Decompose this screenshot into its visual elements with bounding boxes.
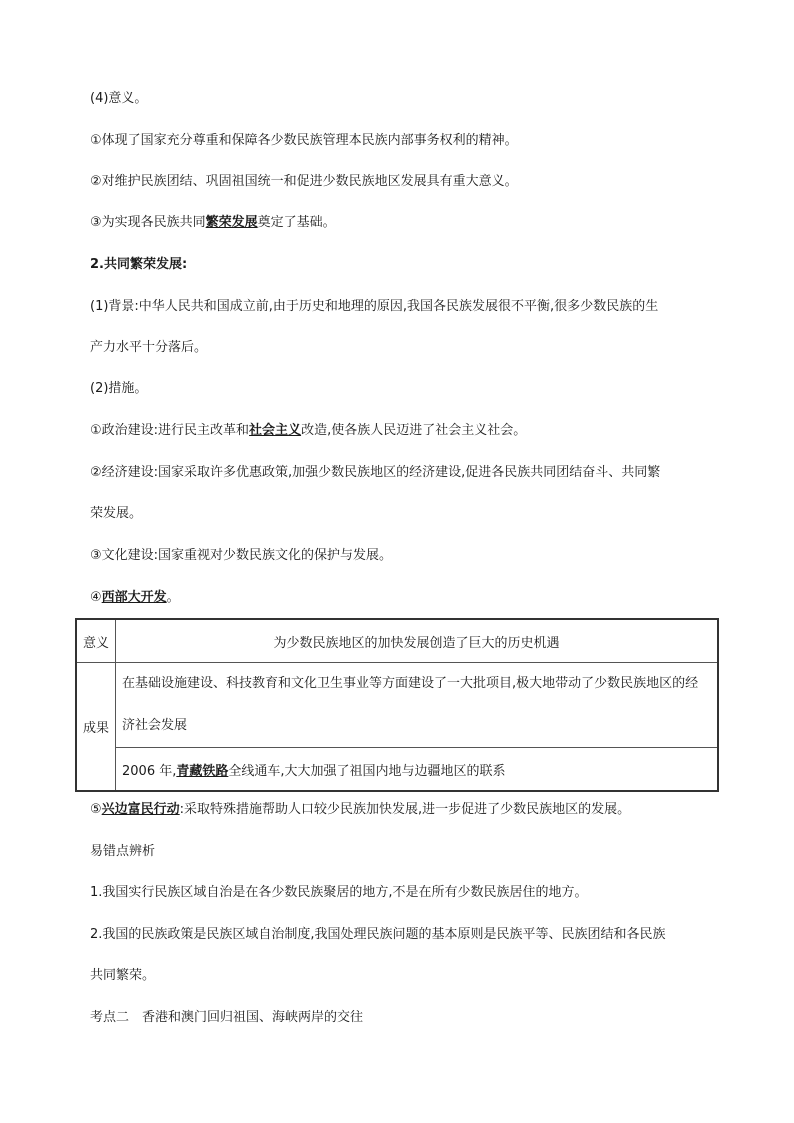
meaning-3-suffix: 奠定了基础。 <box>257 215 336 230</box>
political-suffix: 改造,使各族人民迈进了社会主义社会。 <box>301 423 527 438</box>
measure-west <box>90 588 180 608</box>
west-number: ④ <box>90 590 102 605</box>
meaning-item-3 <box>90 213 336 233</box>
railway-suffix: 全线通车,大大加强了祖国内地与边疆地区的联系 <box>228 763 506 779</box>
measure-economic-line-1: ②经济建设:国家采取许多优惠政策,加强少数民族地区的经济建设,促进各民族共同团结奋斗、共同繁 <box>90 465 661 480</box>
table-cell-meaning: 为少数民族地区的加快发展创造了巨大的历史机遇 <box>116 619 719 663</box>
border-keyword: 兴边富民行动 <box>101 802 180 817</box>
west-development-table <box>75 618 719 792</box>
error-point-2-line-1: 2.我国的民族政策是民族区域自治制度,我国处理民族问题的基本原则是民族平等、民族团结和各民族 <box>90 927 666 942</box>
railway-keyword: 青藏铁路 <box>176 763 229 779</box>
error-point-2-line-2: 共同繁荣。 <box>90 968 156 983</box>
table-head-meaning: 意义 <box>76 619 116 663</box>
next-topic-heading: 考点二 香港和澳门回归祖国、海峡两岸的交往 <box>90 1010 364 1025</box>
measure-economic-line-2: 荣发展。 <box>90 506 143 521</box>
measure-political <box>90 421 526 441</box>
border-number: ⑤ <box>90 802 102 817</box>
meaning-heading: (4)意义。 <box>90 91 148 106</box>
table-row <box>76 748 718 792</box>
errors-heading: 易错点辨析 <box>90 844 156 859</box>
political-prefix: ①政治建设:进行民主改革和 <box>90 423 250 438</box>
meaning-3-keyword: 繁荣发展 <box>205 215 258 230</box>
table-row <box>76 663 718 748</box>
railway-prefix: 2006 年, <box>122 763 177 779</box>
border-suffix: :采取特殊措施帮助人口较少民族加快发展,进一步促进了少数民族地区的发展。 <box>179 802 631 817</box>
table-row <box>76 619 718 663</box>
meaning-3-prefix: ③为实现各民族共同 <box>90 215 206 230</box>
political-keyword: 社会主义 <box>249 423 302 438</box>
measure-border <box>90 800 630 820</box>
west-keyword: 西部大开发 <box>101 590 167 605</box>
table-cell-results-1: 在基础设施建设、科技教育和文化卫生事业等方面建设了一大批项目,极大地带动了少数民族地区的经济社会发展 <box>116 663 719 748</box>
meaning-item-2: ②对维护民族团结、巩固祖国统一和促进少数民族地区发展具有重大意义。 <box>90 174 518 189</box>
measures-heading: (2)措施。 <box>90 381 148 396</box>
section-heading-2: 2.共同繁荣发展: <box>90 257 188 272</box>
table-cell-results-2 <box>116 748 719 792</box>
error-point-1: 1.我国实行民族区域自治是在各少数民族聚居的地方,不是在所有少数民族居住的地方。 <box>90 885 588 900</box>
meaning-item-1: ①体现了国家充分尊重和保障各少数民族管理本民族内部事务权利的精神。 <box>90 133 518 148</box>
table-head-results: 成果 <box>76 663 116 792</box>
west-suffix: 。 <box>166 590 180 605</box>
measure-cultural: ③文化建设:国家重视对少数民族文化的保护与发展。 <box>90 548 393 563</box>
background-line-2: 产力水平十分落后。 <box>90 340 208 355</box>
background-line-1: (1)背景:中华人民共和国成立前,由于历史和地理的原因,我国各民族发展很不平衡,很多少数民族的生 <box>90 299 659 314</box>
